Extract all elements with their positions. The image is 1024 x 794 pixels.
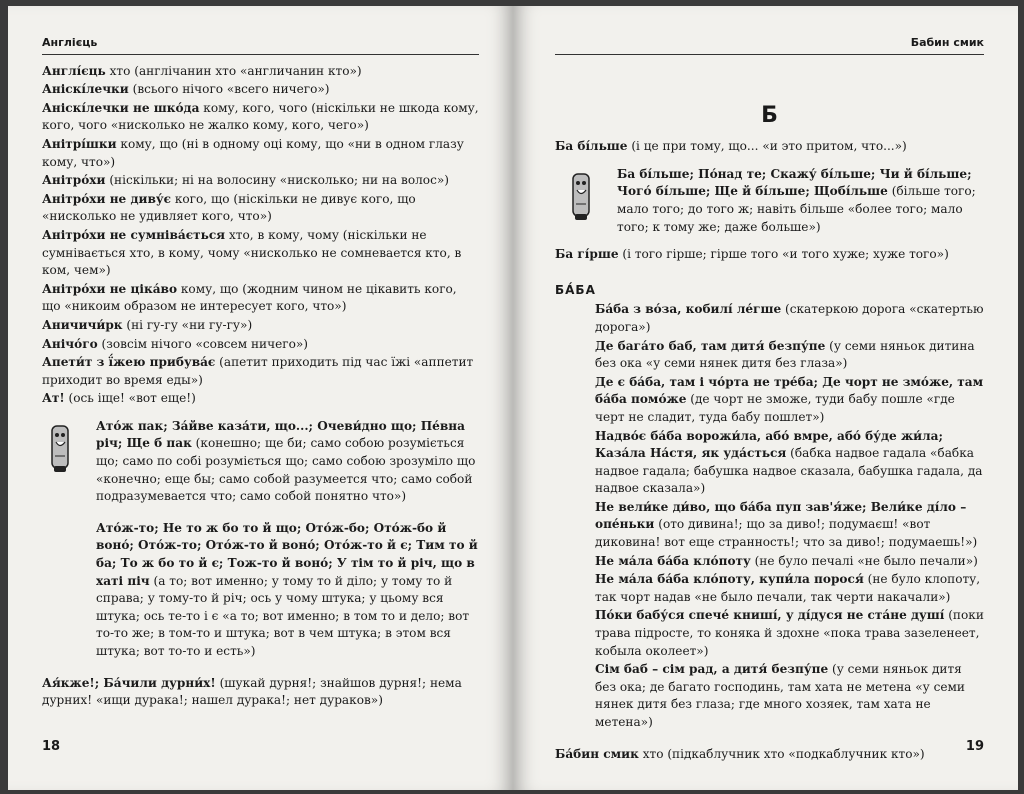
gloss: (всього нічого «всего ничего») bbox=[128, 82, 330, 97]
entry bbox=[42, 227, 479, 280]
gloss: (скатеркою дорога «скатертью дорога») bbox=[595, 302, 984, 334]
entry bbox=[555, 246, 984, 264]
entry bbox=[42, 317, 479, 335]
entry bbox=[42, 172, 479, 190]
headword: Ба́ба з во́за, кобилі́ ле́гше bbox=[595, 302, 782, 317]
entry bbox=[595, 607, 984, 660]
entry-list bbox=[42, 63, 479, 408]
gloss: (ось іще! «вот еще!) bbox=[64, 391, 196, 406]
entry bbox=[42, 81, 479, 99]
talking-phone-icon bbox=[50, 422, 72, 474]
gloss: кому, що (жодним чином не цікавить кого, що «никоим образом не интересует кого, что») bbox=[42, 281, 457, 314]
gloss: (у семи няньок дитина без ока «у семи нянек дитя без глаза») bbox=[595, 338, 975, 371]
running-head: Бабин смик bbox=[555, 34, 984, 55]
entry bbox=[595, 428, 984, 498]
entry bbox=[42, 63, 479, 81]
book-spread bbox=[8, 6, 1018, 790]
gloss: (поки трава підросте, то коняка й здохне «пока трава зазеленеет, кобыла околеет») bbox=[595, 608, 984, 658]
headword: Ба бі́льше bbox=[555, 139, 628, 154]
gloss: (бабка надвое гадала «бабка надвое гадала; бабушка надвое сказала, бабушка гадала, да надвое сказала») bbox=[595, 446, 983, 496]
gloss: (ні гу-гу «ни гу-гу») bbox=[122, 317, 253, 332]
gloss: (і це при тому, що... «и это притом, что...») bbox=[627, 139, 907, 154]
entry bbox=[42, 191, 479, 226]
headword: Анітро́хи не диву́є bbox=[42, 191, 171, 206]
block-entry bbox=[96, 418, 479, 506]
gloss: хто (англічанин хто «англичанин кто») bbox=[105, 63, 362, 78]
block-entry bbox=[96, 520, 479, 661]
entry bbox=[595, 338, 984, 373]
headword: Ая́кже!; Ба́чили дурни́х! bbox=[42, 675, 216, 690]
entry bbox=[42, 336, 479, 354]
section-heading: БА́БА bbox=[555, 282, 596, 297]
gloss: хто, в кому, чому (ніскільки не сумнівається хто, в кому, чому «нисколько не сомневается кто, в ком, чем») bbox=[42, 227, 462, 278]
headword: Де є ба́ба, там і чо́рта не тре́ба; Де чорт не змо́же, там ба́ба помо́же bbox=[595, 374, 984, 407]
entry bbox=[42, 136, 479, 171]
entry bbox=[595, 571, 984, 606]
gloss: кому, кого, чого (ніскільки не шкода кому, кого, чого «нисколько не жалко кому, кого, чего») bbox=[42, 100, 479, 133]
entry bbox=[42, 354, 479, 389]
block-entry bbox=[617, 166, 984, 236]
headword: Англі́єць bbox=[42, 63, 106, 78]
headword: Ба́бин смик bbox=[555, 746, 639, 761]
headword: Ат! bbox=[42, 391, 65, 406]
entry bbox=[595, 499, 984, 552]
gloss: (конешно; ще би; само собою розуміється що; само по собі розуміється що; само собою зрозуміло що «конечно; еще бы; само собой разумеется что; само собой подразумевается что; само собой понятно что») bbox=[96, 436, 476, 504]
headword: Аніскі́лечки не шко́да bbox=[42, 100, 200, 115]
entry bbox=[555, 746, 984, 764]
page-number: 18 bbox=[42, 739, 61, 755]
note-block bbox=[96, 418, 479, 506]
headword: Ато́ж пак; За́йве каза́ти, що...; Очеви́дно що; Пе́вна річ; Ще б пак bbox=[96, 418, 465, 451]
entry bbox=[42, 675, 479, 710]
note-block bbox=[617, 166, 984, 236]
headword: Анічо́го bbox=[42, 336, 98, 351]
page-number: 19 bbox=[965, 739, 984, 755]
headword: Де бага́то баб, там дитя́ безпу́пе bbox=[595, 338, 826, 353]
note-block bbox=[96, 520, 479, 661]
gloss: (ото дивина!; що за диво!; подумаєш! «вот диковина! вот еще странность!; что за диво!; подумаешь!») bbox=[595, 517, 978, 550]
running-head: Англієць bbox=[42, 34, 479, 55]
gloss: (зовсім нічого «совсем ничего») bbox=[97, 336, 308, 351]
gloss: (шукай дурня!; знайшов дурня!; нема дурних! «ищи дурака!; нашел дурака!; нет дураков») bbox=[42, 675, 462, 708]
entry bbox=[42, 281, 479, 316]
gloss: (апетит приходить під час їжі «аппетит приходит во время еды») bbox=[42, 355, 474, 387]
entry bbox=[595, 301, 984, 336]
gloss: (не було клопоту, так чорт надав «не было печали, так черти накачали») bbox=[595, 572, 981, 604]
entry bbox=[555, 138, 984, 156]
headword: Не вели́ке ди́во, що ба́ба пуп зав'я́же; Вели́ке ді́ло – опе́ньки bbox=[595, 499, 967, 532]
headword: Ба бі́льше; По́над те; Скажу́ бі́льше; Чи й бі́льше; Чого́ бі́льше; Ще й бі́льше; Щобі́льше bbox=[617, 166, 972, 199]
entry bbox=[595, 661, 984, 731]
gloss: кому, що (ні в одному оці кому, що «ни в одном глазу кому, что») bbox=[42, 136, 464, 169]
headword: Надво́є ба́ба ворожи́ла, або́ вмре, або́ бу́де жи́ла; Каза́ла На́стя, як уда́сться bbox=[595, 428, 943, 461]
headword: Апети́т з ї́жею прибува́є bbox=[42, 355, 216, 370]
headword: Анітро́хи не ціка́во bbox=[42, 281, 178, 296]
section-letter: Б bbox=[761, 102, 778, 128]
gloss: (ніскільки; ні на волосину «нисколько; ни на волос») bbox=[105, 173, 449, 188]
entry bbox=[595, 374, 984, 427]
headword: Не ма́ла ба́ба кло́поту bbox=[595, 553, 751, 568]
entry bbox=[42, 390, 479, 408]
entry bbox=[595, 553, 984, 571]
talking-phone-icon bbox=[571, 170, 593, 222]
right-page bbox=[513, 6, 1018, 790]
headword: Ато́ж-то; Не то ж бо то й що; Ото́ж-бо; Ото́ж-бо й воно́; Ото́ж-то; Ото́ж-то й воно́; Ото́ж-то й є; Тим то й ба; То ж бо то й є; Тож-то й воно́; У тім то й річ, що в хаті піч bbox=[96, 520, 478, 588]
headword: Не ма́ла ба́ба кло́поту, купи́ла порося́ bbox=[595, 572, 864, 587]
gloss: (у семи няньок дитя без ока; де багато господинь, там хата не метена «у семи нянек дитя без глаза; где много хозяек, там хата не метена») bbox=[595, 662, 965, 729]
gloss: хто (підкаблучник хто «подкаблучник кто») bbox=[638, 746, 925, 761]
headword: Аничичи́рк bbox=[42, 317, 123, 332]
gloss: (і того гірше; гірше того «и того хуже; хуже того») bbox=[618, 247, 949, 262]
left-page bbox=[8, 6, 513, 790]
gloss: (а то; вот именно; у тому то й діло; у тому то й справа; у тому-то й річ; ось у чому штука; у цьому вся штука; ось те-то і є «а то; вот именно; в том то и дело; вот то-то же; в том-то и штука; вот в чем штука; в этом вся штука; вот то-то и есть») bbox=[96, 573, 470, 658]
gloss: (більше того; мало того; до того ж; навіть більше «более того; мало того; к тому же; даже больше») bbox=[617, 184, 976, 234]
entry bbox=[42, 100, 479, 135]
headword: Анітро́хи не сумніва́ється bbox=[42, 227, 226, 242]
headword: По́ки бабу́ся спече́ книші́, у ді́дуся не ста́не душі́ bbox=[595, 608, 945, 623]
headword: Анітрі́шки bbox=[42, 136, 117, 151]
headword: Сім баб – сім рад, а дитя́ безпу́пе bbox=[595, 662, 829, 677]
headword: Ба гі́рше bbox=[555, 247, 619, 262]
gloss: (не було печалі «не было печали») bbox=[750, 553, 978, 568]
gloss: кого, що (ніскільки не дивує кого, що «нисколько не удивляет кого, что») bbox=[42, 191, 416, 224]
subentry-list bbox=[595, 301, 984, 731]
headword: Анітро́хи bbox=[42, 173, 106, 188]
headword: Аніскі́лечки bbox=[42, 82, 129, 97]
gloss: (де чорт не зможе, туди бабу пошле «где черт не сладит, туда бабу пошлет») bbox=[595, 392, 955, 424]
